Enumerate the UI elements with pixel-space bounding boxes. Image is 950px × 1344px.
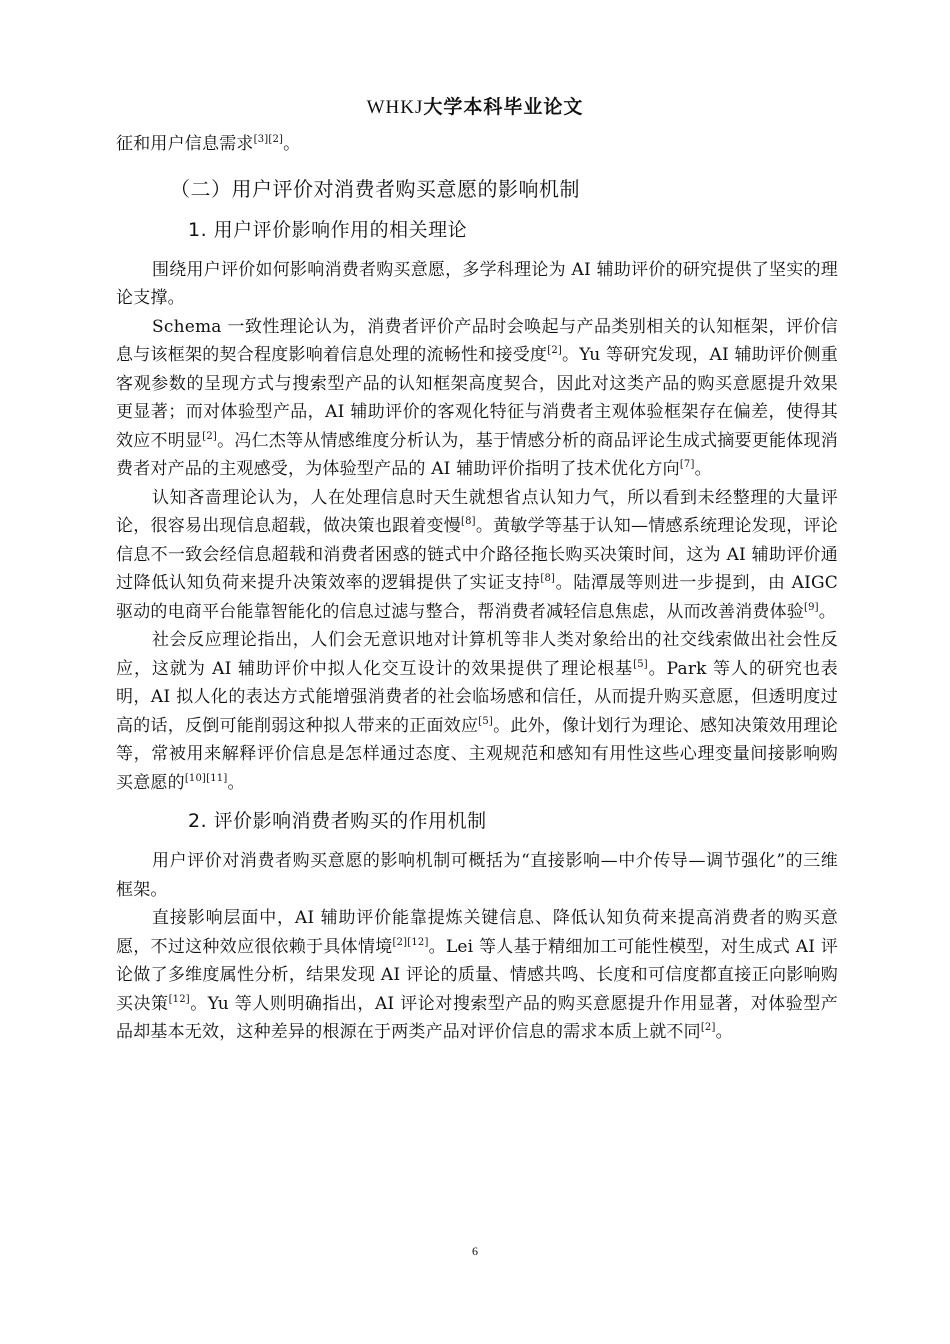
paragraph-text: 。黄敏学等基于认知—情感系统理论发现，评论信息不一致会经信息超载和消费者困惑的链式中介路径拖长购买决策时间，这为 AI 辅助评价通过降低认知负荷来提升决策效率的逻辑提供了实证支持 <box>116 516 839 593</box>
intro-fragment-paragraph <box>116 130 838 159</box>
citation: [2][12] <box>392 936 429 948</box>
paragraph-text: 社会反应理论指出，人们会无意识地对计算机等非人类对象给出的社交线索做出社会性反应，这就为 AI 辅助评价中拟人化交互设计的效果提供了理论根基 <box>116 630 838 679</box>
page-number: 6 <box>472 1244 478 1258</box>
body-paragraph <box>116 626 838 797</box>
header-code: WHKJ <box>366 97 424 118</box>
subsection-heading-1: 1. 用户评价影响作用的相关理论 <box>188 218 468 241</box>
running-header <box>0 92 950 119</box>
body-content <box>116 130 838 1047</box>
body-paragraph <box>116 313 838 484</box>
paragraph-text: 。此外，像计划行为理论、感知决策效用理论等，常被用来解释评价信息是怎样通过态度、主观规范和感知有用性这些心理变量间接影响购买意愿的 <box>116 715 839 793</box>
body-paragraph <box>116 484 838 627</box>
paragraph-text: 。 <box>283 134 301 154</box>
citation: [8] <box>540 573 556 584</box>
body-paragraph: 用户评价对消费者购买意愿的影响机制可概括为“直接影响—中介传导—调节强化”的三维框架。 <box>116 851 838 900</box>
citation: [5] <box>633 658 648 670</box>
citation: [5] <box>478 715 494 727</box>
paragraph-text: 。 <box>694 459 712 479</box>
body-paragraph: 围绕用户评价如何影响消费者购买意愿，多学科理论为 AI 辅助评价的研究提供了坚实的理论支撑。 <box>116 259 838 308</box>
subsection-heading-2: 2. 评价影响消费者购买的作用机制 <box>188 810 487 832</box>
section-heading: （二）用户评价对消费者购买意愿的影响机制 <box>170 176 580 201</box>
paragraph-text: 。Yu 等研究发现，AI 辅助评价侧重客观参数的呈现方式与搜索型产品的认知框架高度契合，因此对这类产品的购买意愿提升效果更显著；而对体验型产品，AI 辅助评价的客观化特征与消费者主观体验框架存在偏差，使得其效应不明显 <box>116 345 839 451</box>
citation: [9] <box>804 601 819 613</box>
paragraph-text: 。Park 等人的研究也表明，AI 拟人化的表达方式能增强消费者的社会临场感和信任，从而提升购买意愿，但透明度过高的话，反倒可能削弱这种拟人带来的正面效应 <box>116 658 838 736</box>
paragraph-text: 。 <box>227 772 245 793</box>
citation: [2] <box>700 1022 716 1033</box>
citation: [3][2] <box>253 134 284 145</box>
paragraph-text: 。Lei 等人基于精细加工可能性模型，对生成式 AI 评论做了多维度属性分析，结果发现 AI 评论的质量、情感共鸣、长度和可信度都直接正向影响购买决策 <box>116 936 839 1014</box>
paragraph-text: 认知吝啬理论认为，人在处理信息时天生就想省点认知力气，所以看到未经整理的大量评论，很容易出现信息超载，做决策也跟着变慢 <box>116 487 838 536</box>
body-paragraph <box>116 904 838 1047</box>
citation: [8] <box>461 516 476 527</box>
paragraph-text: 。 <box>715 1022 733 1042</box>
paragraph-text: Schema 一致性理论认为，消费者评价产品时会唤起与产品类别相关的认知框架，评价信息与该框架的契合程度影响着信息处理的流畅性和接受度 <box>116 316 838 365</box>
citation: [7] <box>679 459 695 470</box>
paragraph-text: 。冯仁杰等从情感维度分析认为，基于情感分析的商品评论生成式摘要更能体现消费者对产品的主观感受，为体验型产品的 AI 辅助评价指明了技术优化方向 <box>116 430 838 479</box>
citation: [2] <box>547 345 562 356</box>
header-title: 大学本科毕业论文 <box>423 96 584 118</box>
paragraph-text: 。陆潭晟等则进一步提到，由 AIGC 驱动的电商平台能靠智能化的信息过滤与整合，帮消费者减轻信息焦虑，从而改善消费体验 <box>116 573 838 622</box>
citation: [12] <box>168 993 190 1005</box>
paragraph-text: 。Yu 等人则明确指出，AI 评论对搜索型产品的购买意愿提升作用显著，对体验型产品却基本无效，这种差异的根源在于两类产品对评价信息的需求本质上就不同 <box>116 993 838 1042</box>
paragraph-text: 直接影响层面中，AI 辅助评价能靠提炼关键信息、降低认知负荷来提高消费者的购买意愿，不过这种效应很依赖于具体情境 <box>116 908 838 957</box>
paragraph-text: 。 <box>818 601 836 622</box>
citation: [2] <box>202 430 218 442</box>
paragraph-text: 征和用户信息需求 <box>116 134 254 154</box>
citation: [10][11] <box>184 772 228 784</box>
